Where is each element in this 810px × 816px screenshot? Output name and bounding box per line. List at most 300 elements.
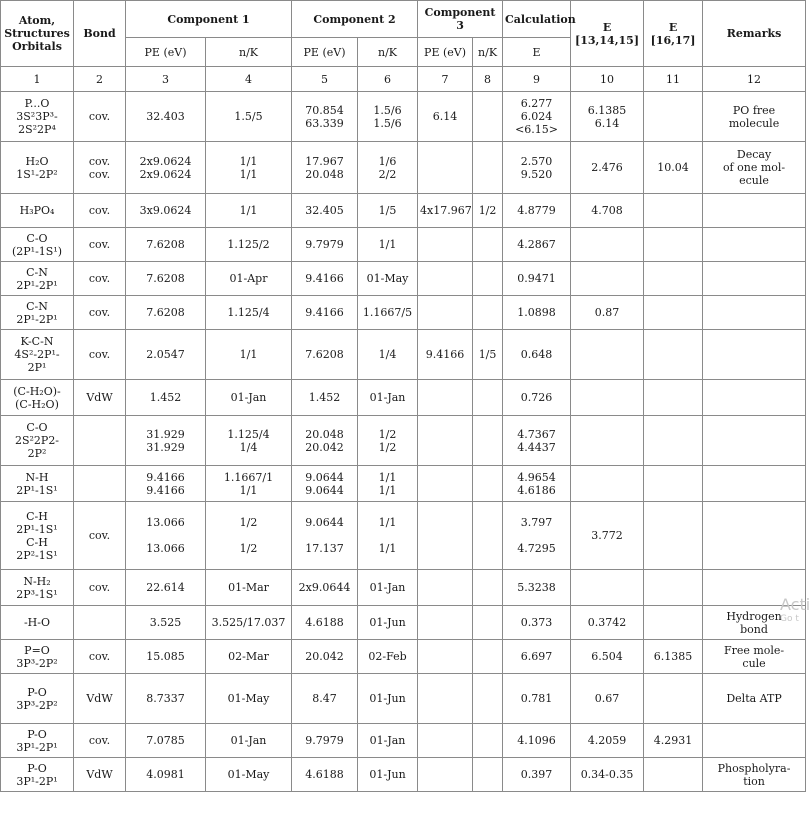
cell-e-ref2 [644,502,703,570]
cell-remarks [703,380,806,416]
cell-line [420,616,470,629]
cell-nk1 [206,724,292,758]
cell-line [705,477,803,490]
cell-e-ref1 [571,296,644,330]
cell-pe3 [418,330,473,380]
cell-line: 01-May [227,692,270,705]
cell-pe2 [292,674,358,724]
cell-line: 0.87 [594,306,620,319]
cell-line: 9.4166 [146,470,185,484]
cell-calc-e [503,758,571,792]
activation-watermark [780,596,810,624]
cell-pe2 [292,570,358,606]
cell-line: 0.3742 [587,616,627,629]
cell-line: cov. [88,650,111,663]
cell-e-ref1 [571,194,644,228]
cell-line [475,238,500,251]
cell-line [573,434,641,447]
table-row [1,570,806,606]
table-row [1,330,806,380]
cell-line [475,477,500,490]
table-row [1,142,806,194]
cell-line: 2S²2P⁴ [18,123,56,136]
cell-line: 0.9471 [517,272,556,285]
cell-nk1 [206,466,292,502]
header-component2: Component 2 [292,1,418,38]
cell-line: 9.0644 [305,483,344,497]
subheader-nk-2: n/K [358,38,418,67]
cell-line: Decay [736,148,772,161]
cell-calc-e [503,640,571,674]
cell-line: 4.8779 [517,204,556,217]
cell-line: ecule [739,174,769,187]
cell-pe3 [418,502,473,570]
cell-e-ref1 [571,416,644,466]
cell-line [420,477,470,490]
cell-line: VdW [86,692,113,705]
cell-line [646,768,700,781]
cell-line: 4S²-2P¹- [14,348,60,361]
cell-line [475,581,500,594]
table-row [1,380,806,416]
cell-line: 01-Mar [228,581,269,594]
cell-pe2 [292,502,358,570]
cell-line: 2P²-1S¹ [16,548,58,562]
cell-line: 01-Apr [229,272,268,285]
cell-line: (C-H₂O) [15,397,59,411]
cell-line: molecule [728,116,780,130]
cell-line: Delta ATP [726,692,782,705]
column-number: 12 [703,67,806,92]
cell-remarks [703,330,806,380]
cell-line: 15.085 [146,650,185,663]
cell-calc-e [503,466,571,502]
cell-line [705,238,803,251]
cell-line: 1.5/5 [234,110,263,123]
table-row [1,466,806,502]
cell-bond [74,296,126,330]
cell-line [475,692,500,705]
table-row [1,228,806,262]
cell-nk3 [473,570,503,606]
cell-nk2 [358,606,418,640]
cell-nk3 [473,92,503,142]
cell-calc-e [503,416,571,466]
cell-pe1 [126,228,206,262]
cell-line: 1/5 [478,348,497,361]
cell-line [475,616,500,629]
cell-pe1 [126,142,206,194]
cell-calc-e [503,330,571,380]
cell-line: 2.570 [520,154,553,168]
cell-line: 02-Feb [368,650,407,663]
cell-line [420,692,470,705]
cell-e-ref2 [644,142,703,194]
subheader-pe-3: PE (eV) [418,38,473,67]
header-e-ref2: E [16,17] [644,1,703,67]
cell-pe3 [418,466,473,502]
cell-line [646,581,700,594]
cell-line: Hydrogen [726,609,782,623]
cell-line: 9.4166 [305,306,344,319]
cell-line: 20.048 [305,167,344,181]
cell-line: 1/1 [239,154,258,168]
cell-line [646,616,700,629]
cell-line: 0.726 [520,391,553,404]
cell-pe2 [292,724,358,758]
cell-pe1 [126,330,206,380]
cell-e-ref1 [571,570,644,606]
cell-line [420,391,470,404]
cell-line: 2P¹ [27,361,47,374]
cell-nk1 [206,92,292,142]
cell-line: cov. [88,734,111,747]
cell-line [420,272,470,285]
header-remarks: Remarks [703,1,806,67]
column-number: 5 [292,67,358,92]
cell-e-ref1 [571,262,644,296]
cell-line: 1/1 [378,542,397,555]
cell-line [475,734,500,747]
cell-bond [74,416,126,466]
subheader-pe-2: PE (eV) [292,38,358,67]
cell-pe2 [292,640,358,674]
cell-calc-e [503,92,571,142]
table-row [1,262,806,296]
cell-line: of one mol- [722,161,786,174]
cell-line [475,272,500,285]
cell-nk2 [358,262,418,296]
cell-line: 4.2867 [517,238,556,251]
cell-nk1 [206,380,292,416]
cell-line: 3P¹-2P¹ [16,740,58,754]
cell-line [573,272,641,285]
cell-line: 22.614 [146,581,185,594]
cell-line: 01-May [366,272,409,285]
cell-nk2 [358,502,418,570]
cell-line: 1.5/6 [373,103,402,117]
cell-nk3 [473,606,503,640]
cell-line [208,529,289,542]
cell-line: 10.04 [657,161,689,174]
cell-e-ref1 [571,724,644,758]
cell-line: 2P¹-1S¹ [16,483,58,497]
cell-calc-e [503,502,571,570]
column-number: 4 [206,67,292,92]
cell-line [646,477,700,490]
cell-line: 6.697 [520,650,553,663]
cell-line: 01-Jun [369,616,406,629]
cell-line: 9.0644 [305,516,344,529]
cell-line: 4.7367 [517,427,556,441]
cell-pe1 [126,296,206,330]
cell-e-ref2 [644,640,703,674]
cell-line [573,581,641,594]
cell-bond [74,606,126,640]
table-row [1,674,806,724]
cell-line: 0.67 [594,692,620,705]
cell-nk3 [473,228,503,262]
cell-line: cov. [88,204,111,217]
cell-bond [74,674,126,724]
cell-line: 01-Jan [369,734,406,747]
cell-line: 17.967 [305,154,344,168]
cell-line: K-C-N [20,335,54,348]
cell-bond [74,502,126,570]
cell-line: 0.781 [520,692,553,705]
column-number: 9 [503,67,571,92]
cell-nk1 [206,758,292,792]
cell-e-ref2 [644,674,703,724]
cell-line [646,204,700,217]
cell-line: cov. [88,306,111,319]
cell-line: 1/1 [378,470,397,484]
cell-nk3 [473,502,503,570]
cell-line: 2P¹-2P¹ [16,312,58,326]
cell-line [76,616,123,629]
cell-pe3 [418,228,473,262]
cell-line [475,161,500,174]
cell-e-ref1 [571,330,644,380]
cell-pe3 [418,640,473,674]
cell-pe2 [292,758,358,792]
cell-line: 32.405 [305,204,344,217]
cell-atom [1,640,74,674]
header-bond: Bond [74,1,126,67]
cell-pe2 [292,380,358,416]
cell-pe3 [418,380,473,416]
cell-line: 1/1 [378,483,397,497]
cell-line [420,238,470,251]
table-row [1,296,806,330]
cell-remarks [703,416,806,466]
cell-line: 1.5/6 [373,116,402,130]
cell-atom [1,724,74,758]
cell-nk2 [358,142,418,194]
cell-calc-e [503,724,571,758]
cell-line: cov. [88,529,111,542]
cell-bond [74,724,126,758]
cell-nk3 [473,380,503,416]
cell-line: 1/4 [239,440,258,454]
cell-line: 4.1096 [517,734,556,747]
header-component1: Component 1 [126,1,292,38]
cell-line: 9.7979 [305,734,344,747]
cell-nk2 [358,724,418,758]
cell-nk1 [206,640,292,674]
cell-remarks [703,228,806,262]
cell-line: 1.125/2 [227,238,270,251]
cell-pe3 [418,194,473,228]
cell-line [646,391,700,404]
cell-line: P=O [24,643,50,657]
cell-pe1 [126,92,206,142]
cell-line: cov. [88,110,111,123]
cell-line: 01-Jan [369,391,406,404]
cell-line: 4.9654 [517,470,556,484]
cell-line [646,110,700,123]
cell-line [573,477,641,490]
cell-line: 4.0981 [146,768,185,781]
cell-line [294,529,355,542]
cell-line [705,734,803,747]
cell-line [475,529,500,542]
column-number: 8 [473,67,503,92]
cell-line: 3P³-2P² [16,698,58,712]
cell-e-ref2 [644,724,703,758]
cell-line [573,238,641,251]
cell-line: 4x17.967 [420,204,472,217]
cell-line: 1/2 [239,516,258,529]
cell-pe1 [126,466,206,502]
header-component3: Component 3 [418,1,503,38]
cell-line [420,306,470,319]
cell-pe2 [292,416,358,466]
cell-line: -H-O [23,616,51,629]
cell-line: 4.6188 [305,768,344,781]
cell-line: 6.504 [591,650,623,663]
cell-line: 6.1385 [653,650,693,663]
cell-line [420,768,470,781]
cell-nk3 [473,758,503,792]
cell-line [705,581,803,594]
cell-line: 1/2 [239,542,258,555]
cell-e-ref1 [571,502,644,570]
cell-nk3 [473,330,503,380]
cell-e-ref2 [644,416,703,466]
cell-nk2 [358,570,418,606]
cell-e-ref2 [644,228,703,262]
cell-atom [1,502,74,570]
cell-line: 2x9.0624 [139,167,192,181]
cell-pe2 [292,262,358,296]
cell-line [573,348,641,361]
cell-bond [74,330,126,380]
cell-line: 2/2 [378,167,397,181]
cell-line: 1/2 [378,440,397,454]
cell-e-ref1 [571,92,644,142]
cell-line: 1/5 [378,204,397,217]
cell-e-ref2 [644,606,703,640]
cell-nk2 [358,330,418,380]
cell-line [475,650,500,663]
cell-line: (C-H₂O)- [13,384,61,398]
cell-nk1 [206,674,292,724]
cell-pe3 [418,606,473,640]
cell-pe1 [126,570,206,606]
cell-pe1 [126,640,206,674]
cell-line [420,650,470,663]
watermark-line1: Acti [780,595,810,614]
cell-line: C-O [26,421,48,434]
cell-bond [74,466,126,502]
cell-e-ref2 [644,262,703,296]
cell-remarks [703,92,806,142]
cell-calc-e [503,606,571,640]
cell-pe3 [418,416,473,466]
table-row [1,92,806,142]
cell-pe1 [126,380,206,416]
cell-line: C-H [26,535,48,549]
cell-line [705,204,803,217]
cell-line: 7.6208 [146,272,185,285]
cell-line: 01-Jan [230,734,267,747]
cell-pe3 [418,674,473,724]
cell-line: C-N [26,299,48,313]
cell-e-ref1 [571,228,644,262]
cell-nk1 [206,296,292,330]
cell-line: 7.6208 [305,348,344,361]
cell-bond [74,194,126,228]
cell-remarks [703,466,806,502]
cell-remarks [703,194,806,228]
cell-e-ref1 [571,758,644,792]
cell-nk3 [473,466,503,502]
cell-line: 2.0547 [146,348,185,361]
cell-nk1 [206,262,292,296]
table-row [1,758,806,792]
cell-nk1 [206,228,292,262]
cell-line: 8.7337 [146,692,185,705]
cell-calc-e [503,380,571,416]
cell-bond [74,640,126,674]
cell-remarks [703,142,806,194]
cell-atom [1,330,74,380]
column-number: 2 [74,67,126,92]
cell-e-ref2 [644,570,703,606]
cell-line [420,434,470,447]
cell-calc-e [503,142,571,194]
cell-line [360,529,415,542]
cell-e-ref2 [644,296,703,330]
cell-line: 9.4166 [425,348,465,361]
column-number: 7 [418,67,473,92]
cell-pe3 [418,142,473,194]
cell-line: PO free [732,103,776,117]
cell-line: VdW [86,391,113,404]
cell-line: 9.7979 [305,238,344,251]
cell-pe2 [292,606,358,640]
header-calculation: Calculation [503,1,571,38]
cell-atom [1,296,74,330]
cell-line: 4.708 [591,204,623,217]
header-e-ref1: E [13,14,15] [571,1,644,67]
cell-e-ref1 [571,380,644,416]
cell-line: 01-Jan [230,391,267,404]
cell-line: 13.066 [146,542,185,555]
cell-calc-e [503,570,571,606]
cell-line: 4.6188 [305,616,344,629]
cell-line: 1/2 [378,427,397,441]
cell-line: 3.525 [149,616,182,629]
cell-pe1 [126,262,206,296]
column-number: 1 [1,67,74,92]
cell-line: cov. [88,348,111,361]
table-row [1,502,806,570]
table-row [1,194,806,228]
cell-line: P-O [27,761,47,775]
cell-line: 6.024 [520,110,553,123]
cell-pe2 [292,330,358,380]
cell-pe3 [418,262,473,296]
cell-line: Free mole- [723,643,785,657]
cell-line: 9.4166 [146,483,185,497]
cell-line: 3.525/17.037 [211,616,286,629]
cell-nk2 [358,228,418,262]
cell-pe1 [126,674,206,724]
cell-bond [74,142,126,194]
cell-line: 2.476 [591,161,623,174]
